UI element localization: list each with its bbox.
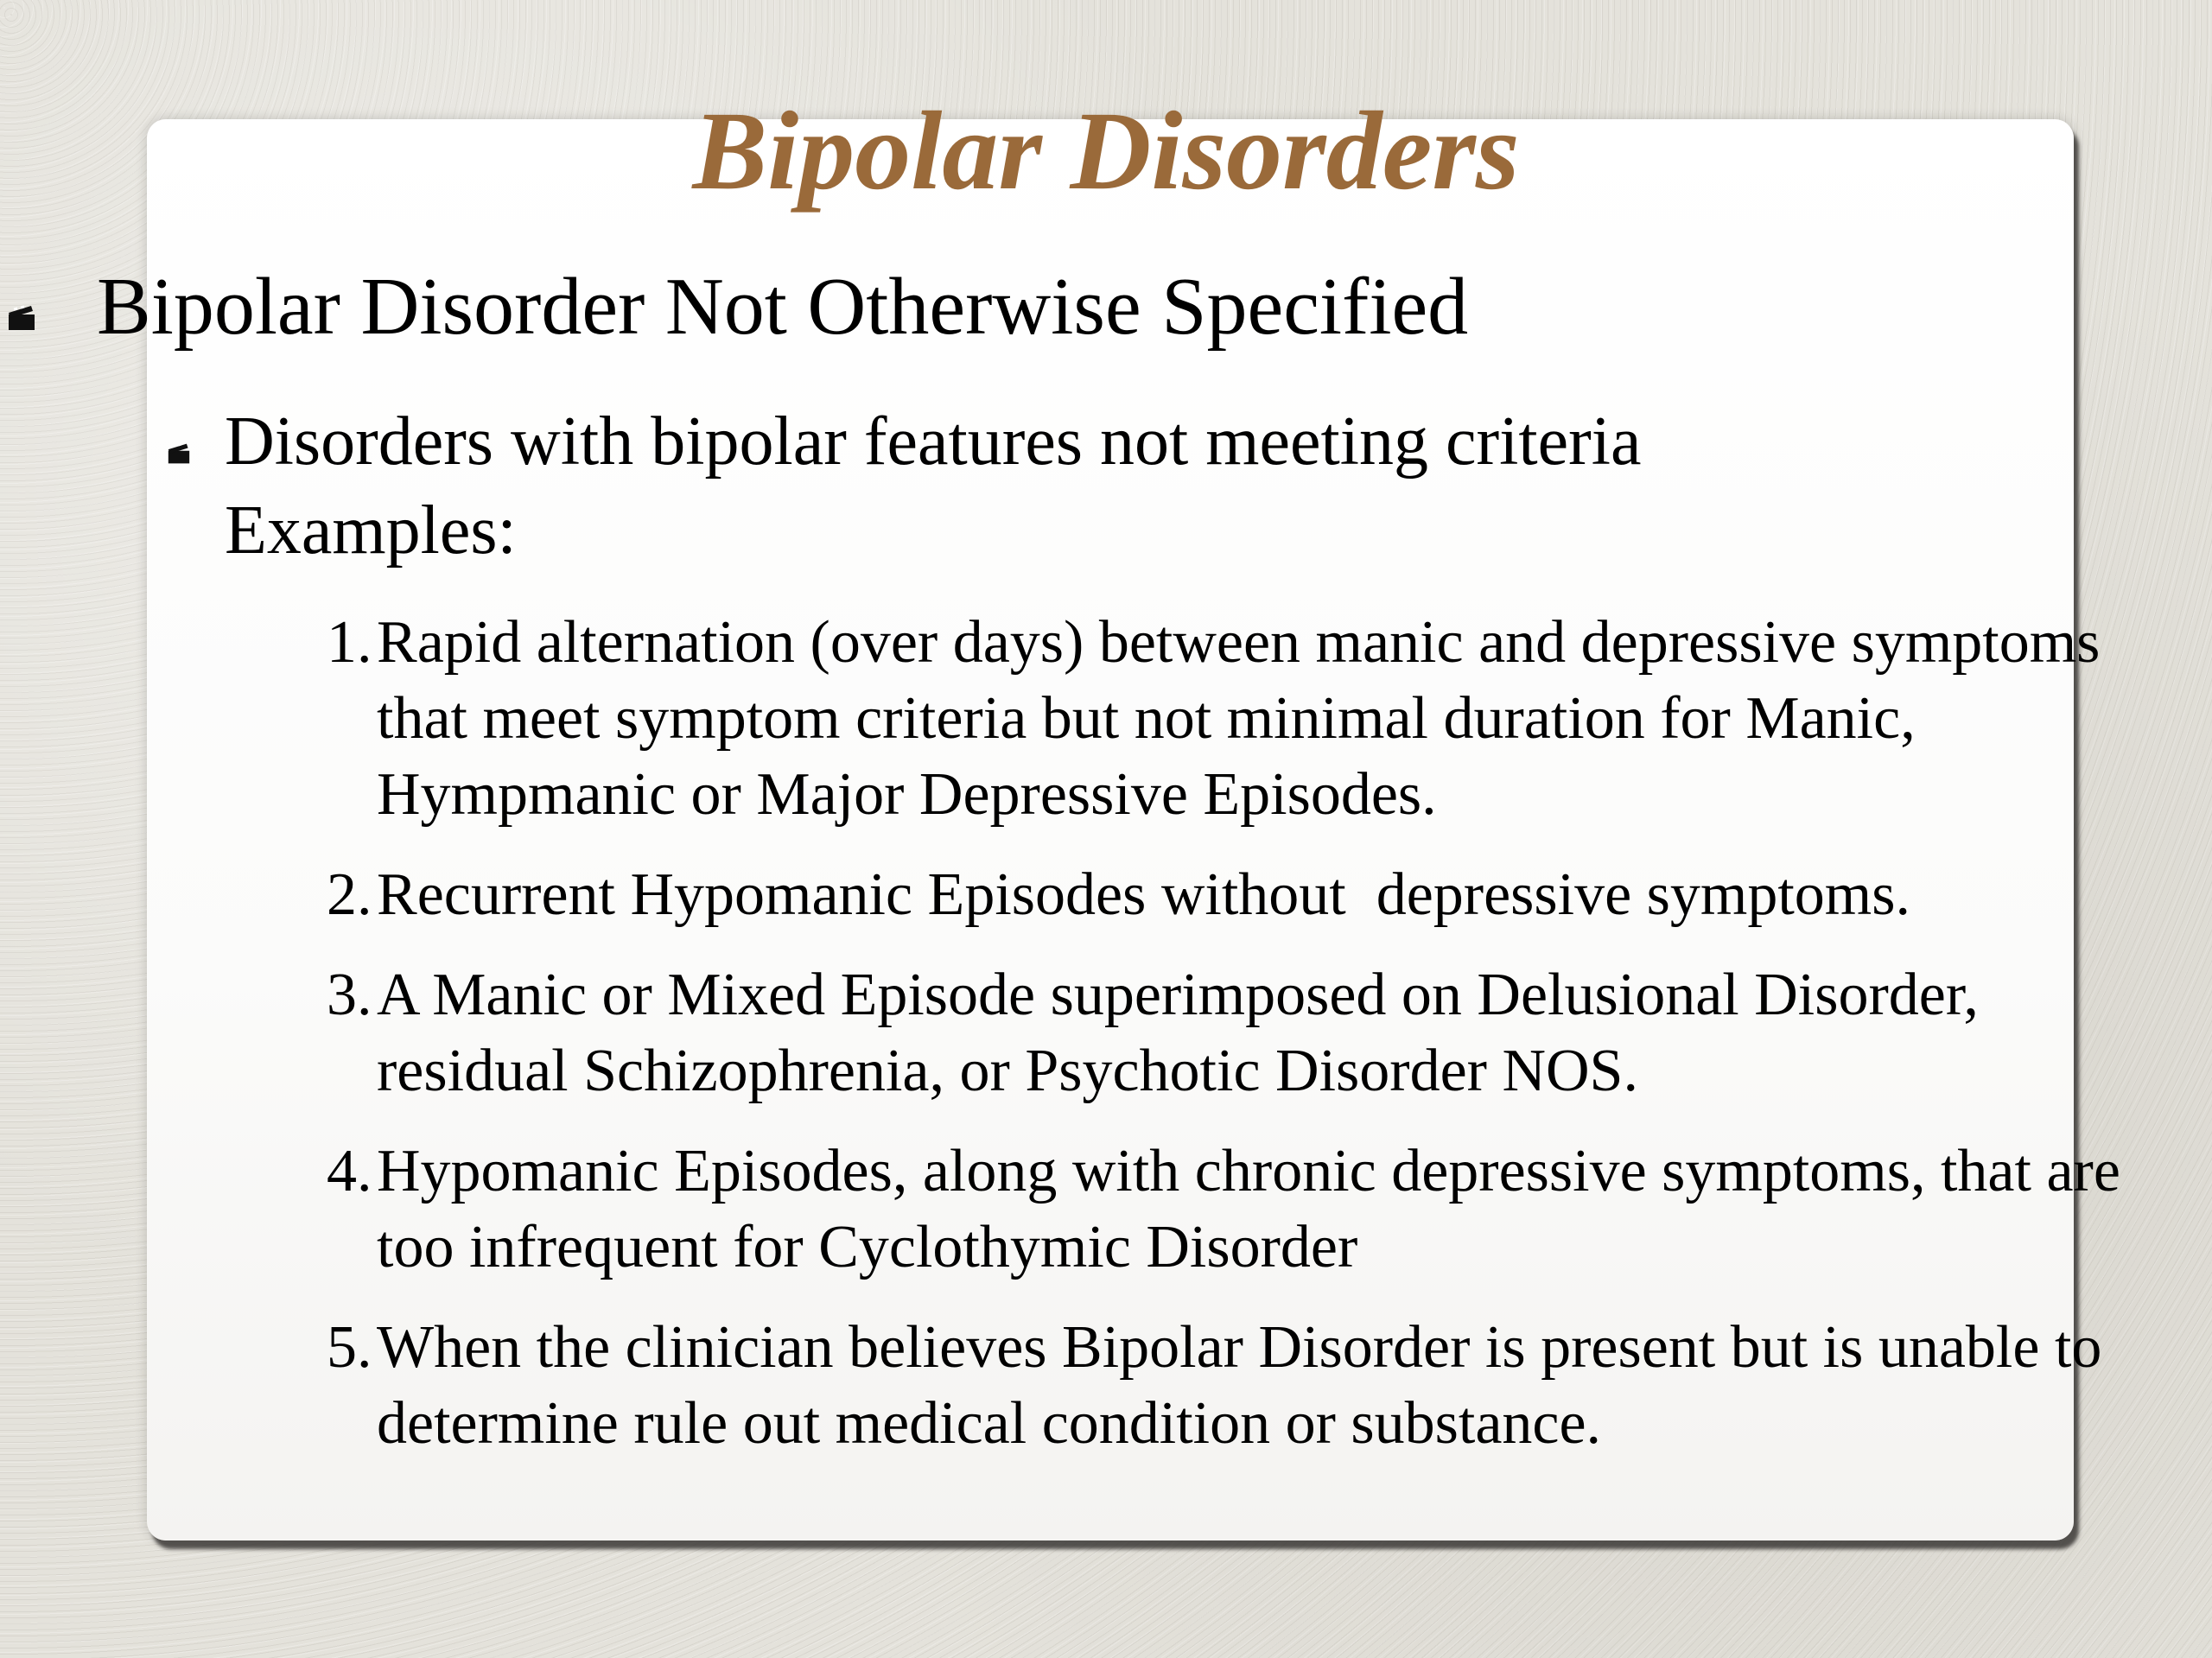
example-text: Hypomanic Episodes, along with chronic depressive symptoms, that are too infrequent for Cyclothymic Disorder <box>377 1138 2120 1280</box>
example-item-3 <box>327 957 2193 1109</box>
examples-list <box>327 605 2193 1486</box>
bullet-level2-line2: Examples: <box>225 492 517 569</box>
example-number: 4. <box>327 1138 372 1204</box>
example-number: 1. <box>327 609 372 676</box>
example-number: 5. <box>327 1314 372 1381</box>
example-item-4 <box>327 1134 2193 1286</box>
example-text: Rapid alternation (over days) between manic and depressive symptoms that meet symptom criteria but not minimal duration for Manic, Hympmanic or Major Depressive Episodes. <box>377 609 2101 828</box>
bullet-level1: Bipolar Disorder Not Otherwise Specified <box>97 262 1469 352</box>
example-number: 2. <box>327 861 372 928</box>
example-item-1 <box>327 605 2193 833</box>
example-text: Recurrent Hypomanic Episodes without depressive symptoms. <box>377 861 1910 928</box>
example-text: A Manic or Mixed Episode superimposed on Delusional Disorder, residual Schizophrenia, or Psychotic Disorder NOS. <box>377 962 1979 1104</box>
slide-title: Bipolar Disorders <box>692 89 1520 213</box>
example-number: 3. <box>327 962 372 1028</box>
example-item-2 <box>327 857 2193 933</box>
clapper-bullet-icon <box>7 304 36 332</box>
bullet-level2-line1: Disorders with bipolar features not meeting criteria <box>225 403 1642 480</box>
clapper-bullet-icon <box>167 442 191 465</box>
example-text: When the clinician believes Bipolar Disorder is present but is unable to determine rule out medical condition or substance. <box>377 1314 2102 1457</box>
bullet-level2 <box>225 397 1953 575</box>
example-item-5 <box>327 1310 2193 1462</box>
